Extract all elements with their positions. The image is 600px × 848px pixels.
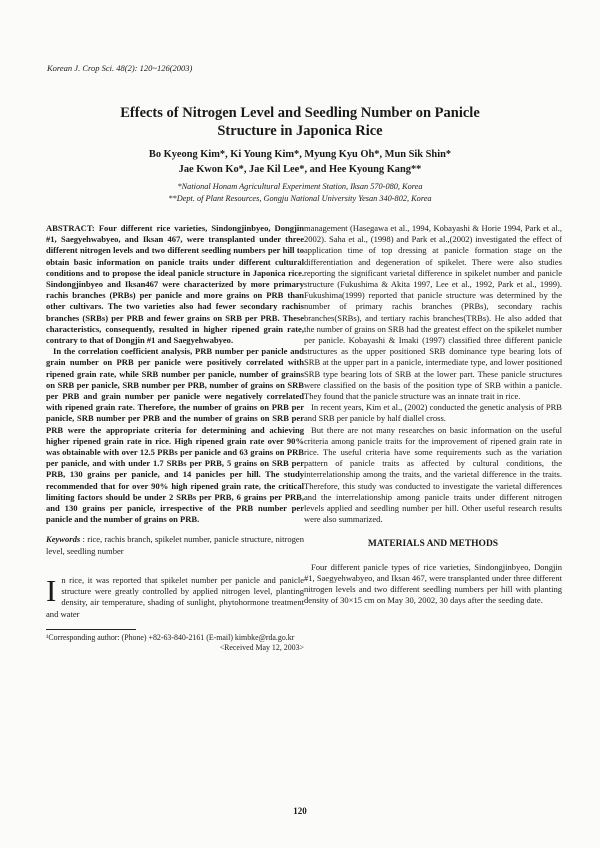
author-list — [80, 148, 520, 177]
paper-title — [60, 104, 540, 140]
left-column — [46, 223, 304, 653]
footnote — [46, 632, 304, 652]
body-paragraph-4: Four different panicle types of rice varieties, Sindongjinbyeo, Dongjin #1, Saegyehwabyeo, and Iksan 467, were transplanted under three different nitrogen levels and two different seedling numbers per hill with planting density of 30×15 cm on May 30, 2002, 30 days after the seeding date. — [304, 561, 562, 606]
affiliation-2: **Dept. of Plant Resources, Gongju National University Yesan 340-802, Korea — [168, 193, 432, 203]
intro-text: n rice, it was reported that spikelet number per panicle and panicle structure were greatly controlled by applied nitrogen level, planting density, air temperature, shading of sunlight, phytohormone treatment and water — [46, 574, 304, 619]
body-paragraph-1: management (Hasegawa et al., 1994, Kobayashi & Horie 1994, Park et al., 2002). Saha et al., (1998) and Park et al.,(2002) investigated the effect of application time of top dressing at panicle formation stage on the differentiation and degeneration of spikelet. There were also studies reporting the significant varietal difference in spikelet number and panicle structure (Fukushima & Akita 1997, Lee et al., 1992, Park et al., 1999). Fukushima(1999) reported that panicle structure was determined by the number of primary rachis branches (PRBs), secondary rachis branches(SRBs), and tertiary rachis branches(TRBs). He also added that the number of grains on SRB had the greatest effect on the spikelet number per panicle. Kobayashi & Imaki (1997) classified three different panicle structures as the upper positioned SRB dominance type bearing lots of SRB at the upper part in a panicle, intermediate type, and lower positioned SRB type bearing lots of SRB at the lower part. These panicle structures were classified on the basis of the position type of SRB within a panicle. They found that the panicle structure was an innate trait in rice. — [304, 223, 562, 402]
affiliations — [60, 181, 540, 204]
intro-paragraph — [46, 572, 304, 620]
page-number: 120 — [293, 806, 307, 816]
body-paragraph-3: But there are not many researches on basic information on the useful criteria among panicle traits for the improvement of ripened grain rate in rice. The useful criteria have some requirements such as the variation pattern of panicle traits as affected by cultural conditions, the interrelationship among the traits, and the varietal difference in the traits. Therefore, this study was conducted to investigate the varietal differences and the interrelationship among panicle traits under different nitrogen levels applied and seedling number per hill. Other useful research results were also summarized. — [304, 424, 562, 525]
footnote-corresponding: ¹Corresponding author: (Phone) +82-63-840-2161 (E-mail) kimbke@rda.go.kr — [46, 632, 295, 642]
drop-cap: I — [46, 572, 57, 608]
author-line-1: Bo Kyeong Kim*, Ki Young Kim*, Myung Kyu Oh*, Mun Sik Shin* — [148, 149, 452, 160]
section-heading: MATERIALS AND METHODS — [367, 539, 499, 550]
author-line-2: Jae Kwon Ko*, Jae Kil Lee*, and Hee Kyoung Kang** — [178, 163, 422, 175]
abstract-paragraph-1: ABSTRACT: Four different rice varieties, Sindongjinbyeo, Dongjin #1, Saegyehwabyeo, and Iksan 467, were transplanted under three different nitrogen levels and two different seedling numbers per hill to obtain basic information on panicle traits under different cultural conditions and to propose the ideal panicle structure in Japonica rice. Sindongjinbyeo and Iksan467 were characterized by more primary rachis branches (PRBs) per panicle and more grains on PRB than other cultivars. The two varieties also had fewer secondary rachis branches (SRBs) per PRB and fewer grains on SRB per PRB. These characteristics, consequently, resulted in higher ripened grain rate, contrary to that of Dongjin #1 and Saegyehwabyeo. — [46, 223, 304, 346]
affiliation-1: *National Honam Agricultural Experiment Station, Iksan 570-080, Korea — [177, 182, 423, 191]
title-line-1: Effects of Nitrogen Level and Seedling Number on Panicle — [120, 105, 480, 121]
footnote-rule — [46, 629, 136, 630]
keywords — [46, 534, 304, 556]
right-column — [304, 223, 562, 607]
keywords-label: Keywords — [46, 534, 81, 545]
body-paragraph-2: In recent years, Kim et al., (2002) conducted the genetic analysis of PRB and SRB per panicle by half diallel cross. — [304, 402, 562, 424]
title-line-2: Structure in Japonica Rice — [217, 123, 383, 139]
abstract-paragraph-2: In the correlation coefficient analysis, PRB number per panicle and grain number on PRB per panicle were positively correlated with ripened grain rate, while SRB number per panicle, number of grains on SRB per panicle, SRB number per PRB, number of grains on SRB per PRB and grain number per panicle were negatively correlated with ripened grain rate. Therefore, the number of grains on PRB per panicle, SRB number per PRB and the number of grains on SRB per PRB were the appropriate criteria for determining and achieving higher ripened grain rate in rice. High ripened grain rate over 90% was obtainable with over 12.5 PRBs per panicle and 63 grains on PRB per panicle, and with under 1.7 SRBs per PRB, 5 grains on SRB per PRB, 130 grains per panicle, and 14 panicles per hill. The study recommended that for over 90% high ripened grain rate, the critical limiting factors should be under 2 SRBs per PRB, 6 grains per PRB, and 130 grains per panicle, irrespective of the PRB number per panicle and the number of grains on PRB. — [46, 346, 304, 525]
journal-citation: Korean J. Crop Sci. 48(2): 120~126(2003) — [47, 63, 193, 73]
footnote-received: <Received May 12, 2003> — [219, 642, 304, 652]
keywords-text: : rice, rachis branch, spikelet number, panicle structure, nitrogen level, seedling number — [46, 534, 304, 556]
